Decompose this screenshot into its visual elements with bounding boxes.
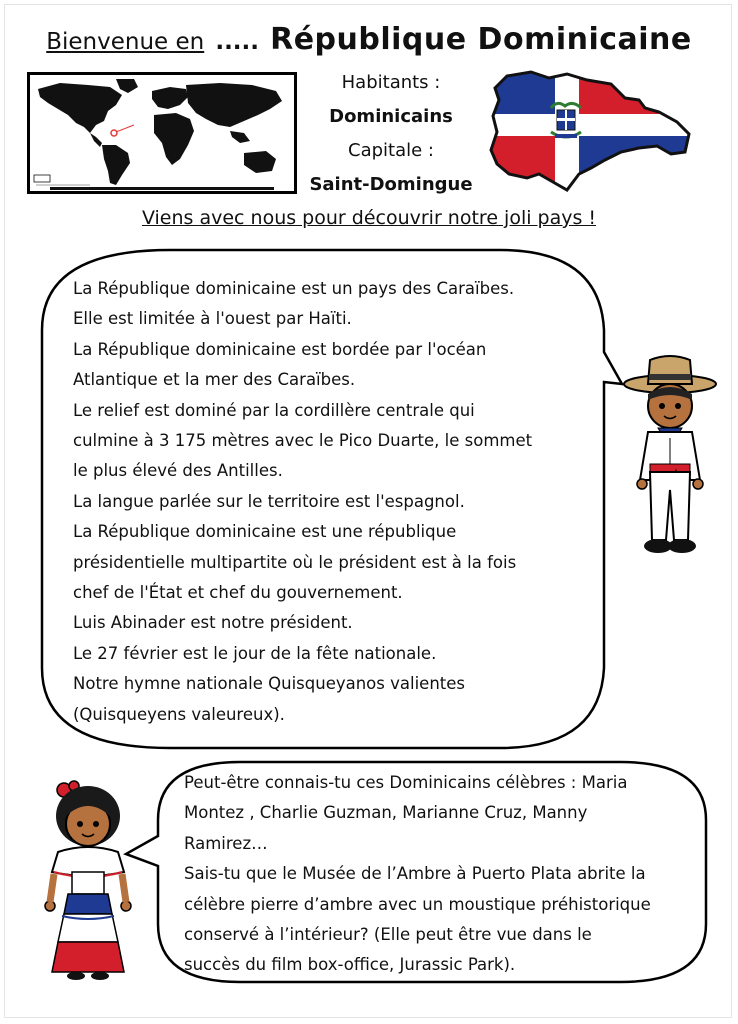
bubble2-text <box>184 768 704 981</box>
bubble1-line: Atlantique et la mer des Caraïbes. <box>73 370 356 390</box>
title-prefix: Bienvenue en <box>46 29 205 55</box>
title-country: République Dominicaine <box>270 22 692 57</box>
bubble2-line: conservé à l’intérieur? (Elle peut être vue dans le <box>184 925 592 945</box>
bubble2-line: Ramirez… <box>184 833 268 853</box>
bubble1-line: La langue parlée sur le territoire est l'espagnol. <box>73 491 465 511</box>
bubble2-line: célèbre pierre d’ambre avec un moustique préhistorique <box>184 894 651 914</box>
bubble1-line: présidentielle multipartite où le président est à la fois <box>73 552 517 572</box>
bubble1-line: le plus élevé des Antilles. <box>73 461 283 481</box>
bubble1-line: La République dominicaine est une république <box>73 522 457 542</box>
bubble1-line: La République dominicaine est bordée par l'océan <box>73 339 487 359</box>
bubble2-line: Montez , Charlie Guzman, Marianne Cruz, Manny <box>184 803 588 823</box>
bubble1-text <box>73 274 613 730</box>
capital-value: Saint-Domingue <box>309 174 473 195</box>
bubble2-line: succès du film box-office, Jurassic Park). <box>184 955 516 975</box>
bubble2-line: Sais-tu que le Musée de l’Ambre à Puerto Plata abrite la <box>184 864 646 884</box>
title-dots: ..... <box>215 29 260 55</box>
bubble1-line: Le relief est dominé par la cordillère centrale qui <box>73 400 475 420</box>
subtitle-text: Viens avec nous pour découvrir notre joli pays ! <box>141 207 597 229</box>
bubble1-line: Luis Abinader est notre président. <box>73 613 353 633</box>
dominican-girl-icon <box>38 776 138 982</box>
bubble1-line: La République dominicaine est un pays des Caraïbes. <box>73 279 515 298</box>
bubble1-line: Notre hymne nationale Quisqueyanos valientes <box>73 674 465 694</box>
inhabitants-value: Dominicains <box>329 106 453 127</box>
bubble1-line: Elle est limitée à l'ouest par Haïti. <box>73 309 352 329</box>
bubble1-line: culmine à 3 175 mètres avec le Pico Duarte, le sommet <box>73 431 533 451</box>
capital-label: Capitale : <box>348 140 434 161</box>
bubble1-line: Le 27 février est le jour de la fête nationale. <box>73 643 437 663</box>
dominican-boy-icon <box>620 350 720 560</box>
bubble2-line: Peut-être connais-tu ces Dominicains célèbres : Maria <box>184 773 628 792</box>
bubble1-line: chef de l'État et chef du gouvernement. <box>73 583 403 603</box>
bubble1-line: (Quisqueyens valeureux). <box>73 704 285 724</box>
inhabitants-label: Habitants : <box>341 72 441 93</box>
